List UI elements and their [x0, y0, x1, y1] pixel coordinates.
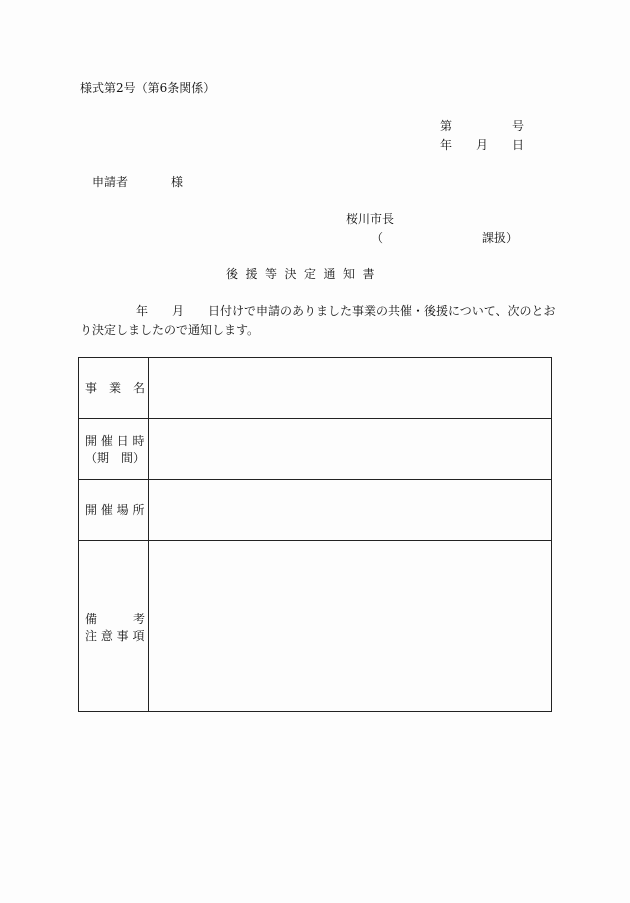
- row-label: 開 催 日 時: [85, 434, 145, 448]
- applicant-label: 申請者: [92, 175, 129, 189]
- event-venue-value[interactable]: [149, 480, 551, 540]
- table-row-remarks: [79, 541, 551, 711]
- body-sentence: 日付けで申請のありました事業の共催・後援について、次のとお: [208, 304, 556, 318]
- row-label-sub: 注 意 事 項: [85, 629, 145, 643]
- issuer-title: 桜川市長: [346, 212, 395, 226]
- row-label-sub: （期 間）: [85, 451, 146, 465]
- row-label: 備 考: [85, 612, 146, 626]
- date-month-label: 月: [476, 138, 489, 152]
- table-row-event-name: [79, 358, 551, 419]
- department-label: 課扱）: [482, 231, 519, 245]
- label-cell: [79, 358, 149, 418]
- label-cell: [79, 541, 149, 711]
- applicant-honorific: 様: [171, 175, 184, 189]
- date-year-label: 年: [440, 138, 453, 152]
- date-day-label: 日: [512, 138, 525, 152]
- document-number-prefix: 第: [440, 119, 453, 133]
- row-label: 事 業 名: [85, 381, 146, 395]
- label-cell: [79, 419, 149, 479]
- body-text-line-2: り決定しましたので通知します。: [80, 323, 260, 337]
- table-row-event-venue: [79, 480, 551, 541]
- remarks-value[interactable]: [149, 541, 551, 711]
- detail-table: [78, 357, 552, 712]
- form-number: 様式第2号（第6条関係）: [80, 81, 216, 95]
- body-year-label: 年: [136, 304, 149, 318]
- document-title: 後援等決定通知書: [226, 267, 383, 281]
- event-name-value[interactable]: [149, 358, 551, 418]
- department-open-paren: （: [371, 231, 384, 245]
- event-datetime-value[interactable]: [149, 419, 551, 479]
- row-label: 開 催 場 所: [85, 503, 145, 517]
- table-row-event-datetime: [79, 419, 551, 480]
- document-number-suffix: 号: [512, 119, 525, 133]
- label-cell: [79, 480, 149, 540]
- body-month-label: 月: [172, 304, 185, 318]
